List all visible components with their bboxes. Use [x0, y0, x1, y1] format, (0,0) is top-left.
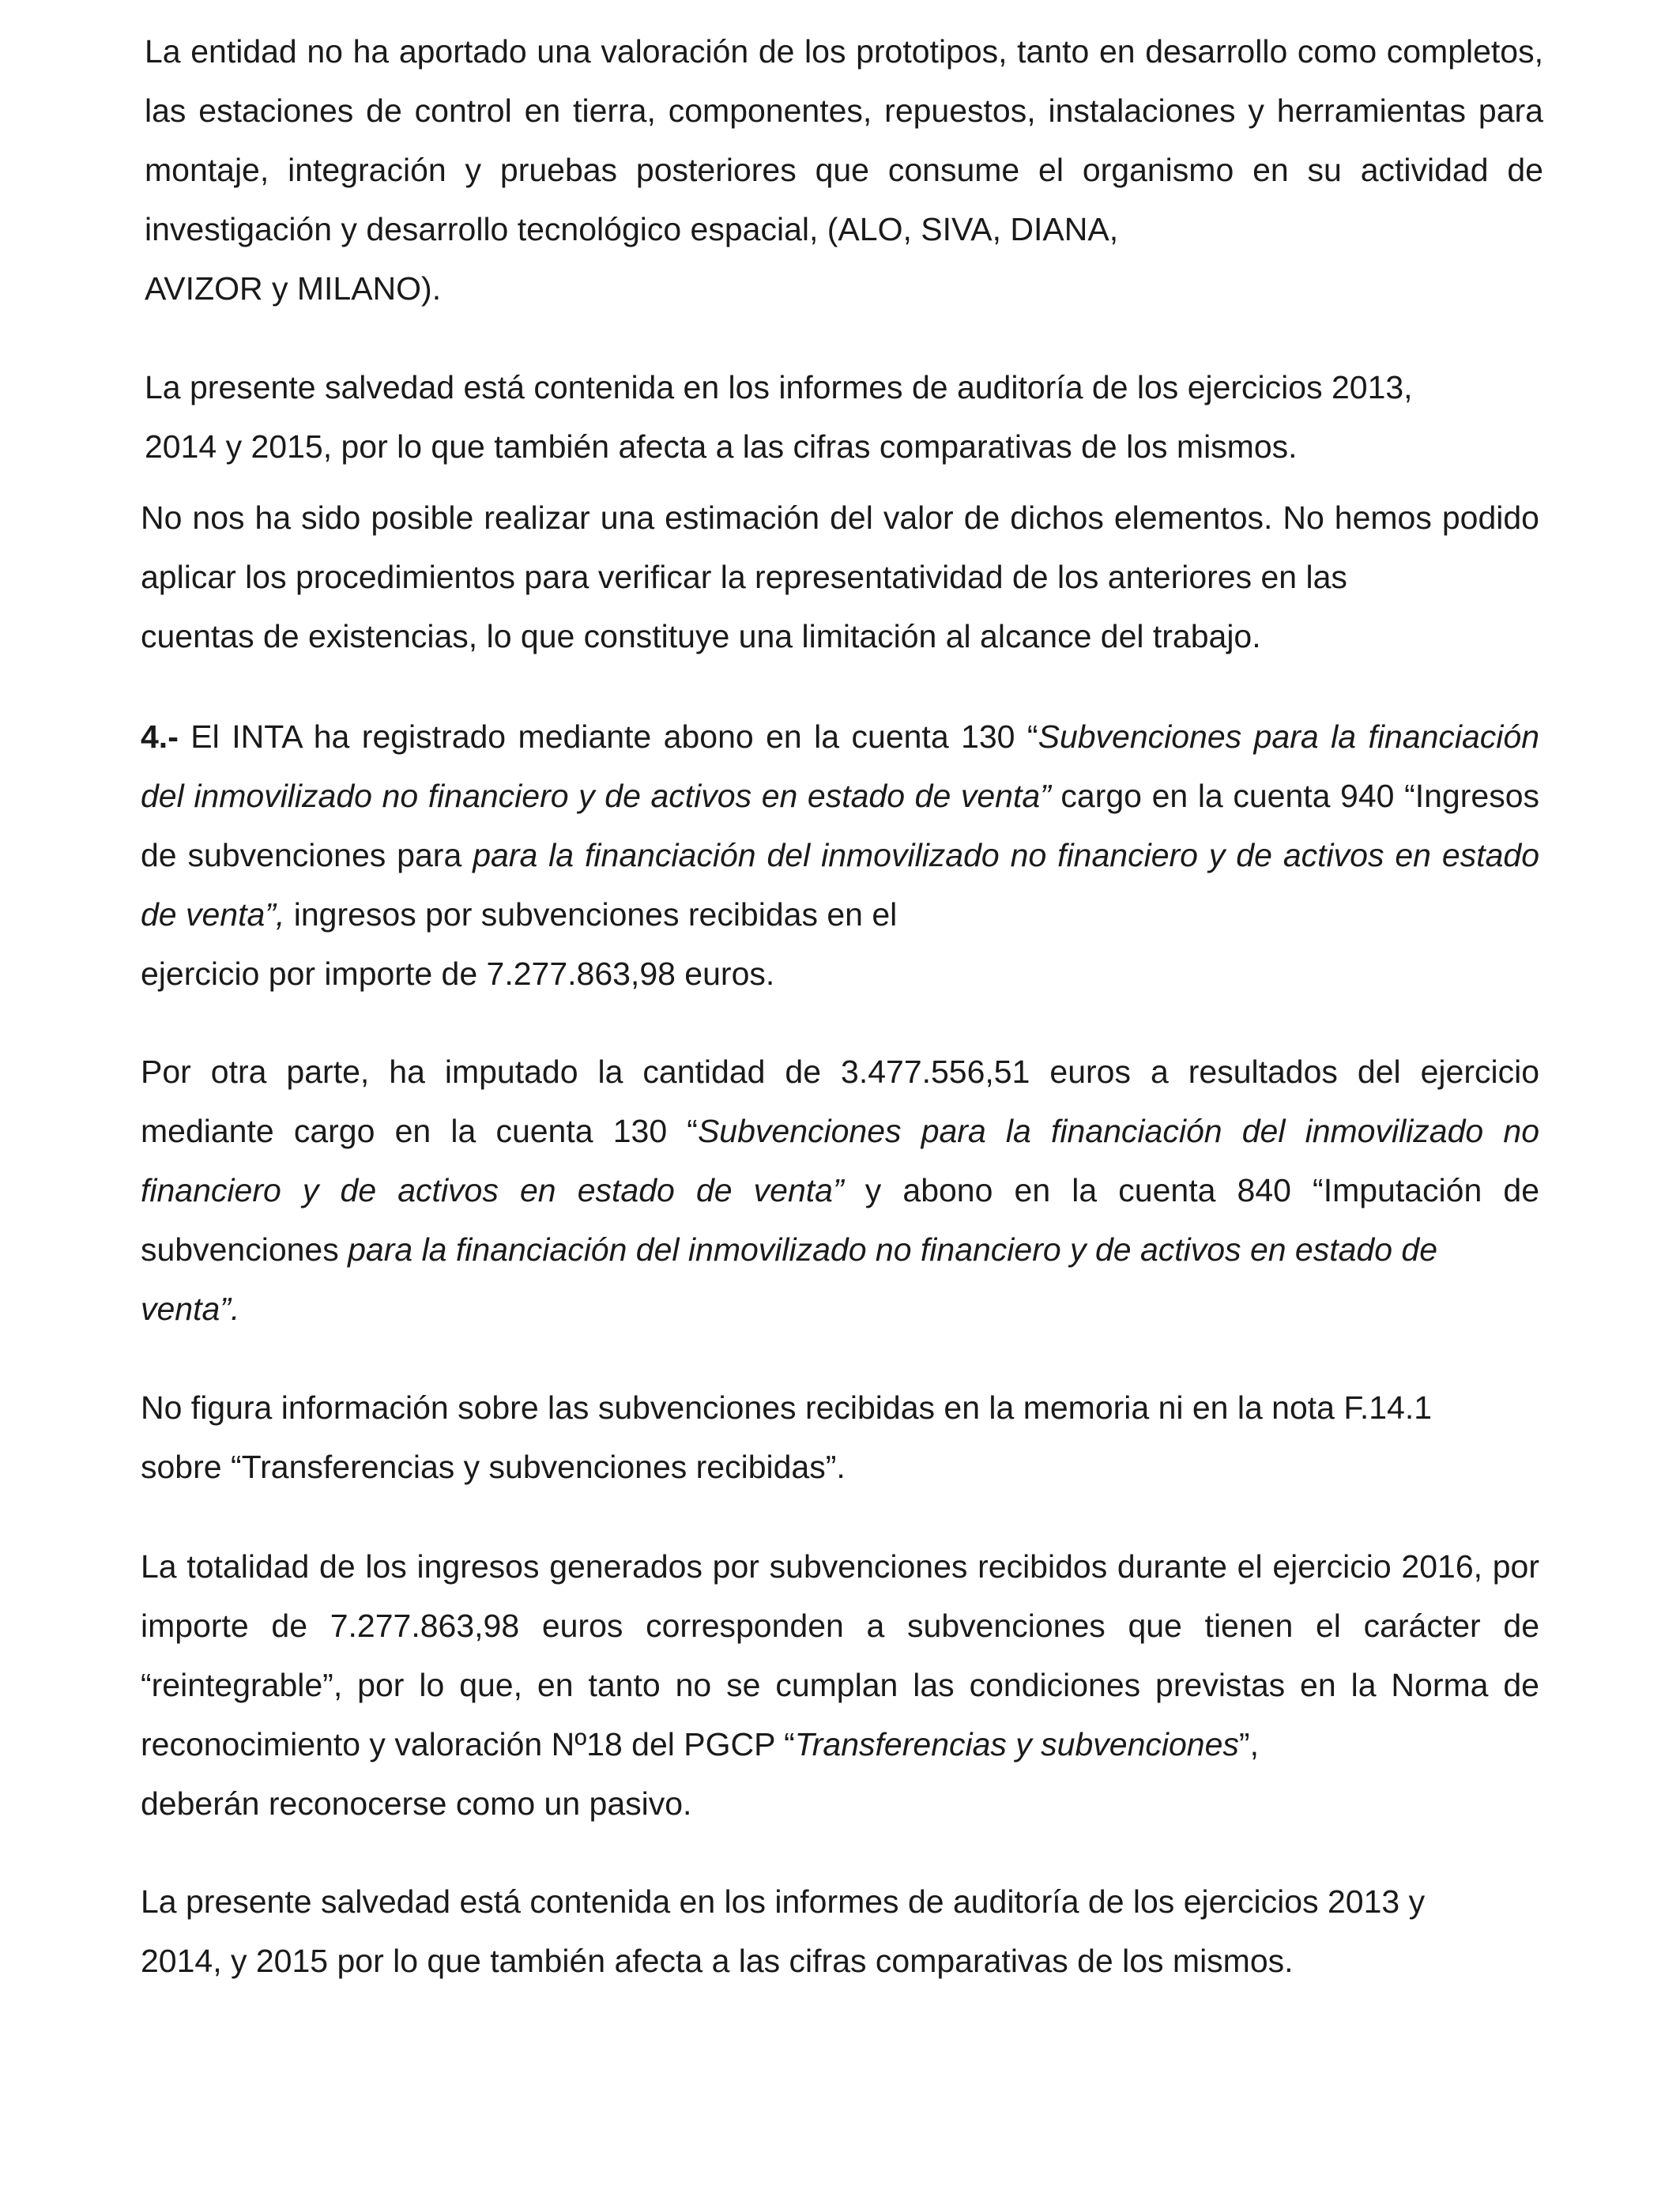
paragraph-text: La entidad no ha aportado una valoración de los prototipos, tanto en desarrollo como completos, las estaciones de control en tierra, componentes, repuestos, instalaciones y herramientas para montaje, integración y pruebas posteriores que consume el organismo en su actividad de investigación y desarrollo tecnológico espacial, (ALO, SIVA, DIANA,	[145, 33, 1543, 247]
italic-account-name: Subvenciones para la financiación del inmovilizado no financiero y de activos en estado de venta”	[141, 718, 1540, 814]
paragraph-missing-information	[141, 1378, 1539, 1497]
paragraph-last-line: 2014 y 2015, por lo que también afecta a las cifras comparativas de los mismos.	[145, 428, 1298, 465]
italic-account-name: para la financiación del inmovilizado no financiero y de activos en estado de	[348, 1231, 1438, 1268]
paragraph-text: ”,	[1238, 1726, 1259, 1762]
paragraph-text: El INTA ha registrado mediante abono en la cuenta 130 “	[178, 718, 1038, 755]
paragraph-text: Por otra parte, ha imputado la cantidad de 3.477.556,51 euros a resultados del ejercicio mediante cargo en la cuenta 130 “	[141, 1054, 1539, 1149]
paragraph-last-line: cuentas de existencias, lo que constituye una limitación al alcance del trabajo.	[141, 618, 1261, 654]
paragraph-scope-limitation	[141, 488, 1539, 666]
paragraph-text: y abono en la cuenta 840 “Imputación de subvenciones	[141, 1172, 1540, 1268]
paragraph-last-line: ejercicio por importe de 7.277.863,98 euros.	[141, 956, 775, 992]
paragraph-text: No figura información sobre las subvenciones recibidas en la memoria ni en la nota F.14.1	[141, 1389, 1433, 1426]
italic-norm-name: Transferencias y subvenciones	[794, 1726, 1239, 1762]
paragraph-prototypes-valuation	[145, 22, 1543, 319]
paragraph-last-line: venta”.	[141, 1291, 240, 1327]
paragraph-text: La presente salvedad está contenida en los informes de auditoría de los ejercicios 2013,	[145, 369, 1413, 405]
paragraph-qualification-note-2	[141, 1872, 1539, 1991]
paragraph-text: La totalidad de los ingresos generados por subvenciones recibidos durante el ejercicio 2016, por importe de 7.277.863,98 euros corresponden a subvenciones que tienen el carácter de “reintegrable”, por lo que, en tanto no se cumplan las condiciones previstas en la Norma de reconocimiento y valoración Nº18 del PGCP “	[141, 1548, 1539, 1762]
paragraph-reintegrable-subsidies	[141, 1537, 1539, 1834]
paragraph-imputation	[141, 1042, 1539, 1339]
italic-account-name: Subvenciones para la financiación del inmovilizado no financiero y de activos en estado de venta”	[141, 1113, 1539, 1208]
paragraph-text: La presente salvedad está contenida en los informes de auditoría de los ejercicios 2013 y	[141, 1883, 1426, 1920]
paragraph-text: No nos ha sido posible realizar una estimación del valor de dichos elementos. No hemos podido aplicar los procedimientos para verificar la representatividad de los anteriores en las	[141, 499, 1539, 595]
paragraph-last-line: AVIZOR y MILANO).	[145, 270, 442, 307]
paragraph-last-line: 2014, y 2015 por lo que también afecta a las cifras comparativas de los mismos.	[141, 1943, 1294, 1979]
paragraph-text: cargo en la cuenta 940 “Ingresos de subvenciones para	[141, 778, 1539, 873]
paragraph-last-line: deberán reconocerse como un pasivo.	[141, 1785, 692, 1822]
italic-account-name: para la financiación del inmovilizado no financiero y de activos en estado de venta”,	[141, 837, 1540, 933]
paragraph-text: ingresos por subvenciones recibidas en el	[284, 896, 898, 933]
point-number: 4.-	[141, 718, 179, 755]
paragraph-last-line: sobre “Transferencias y subvenciones recibidas”.	[141, 1449, 846, 1485]
paragraph-point-4-subsidies	[141, 707, 1539, 1004]
paragraph-qualification-note-1	[145, 358, 1543, 477]
